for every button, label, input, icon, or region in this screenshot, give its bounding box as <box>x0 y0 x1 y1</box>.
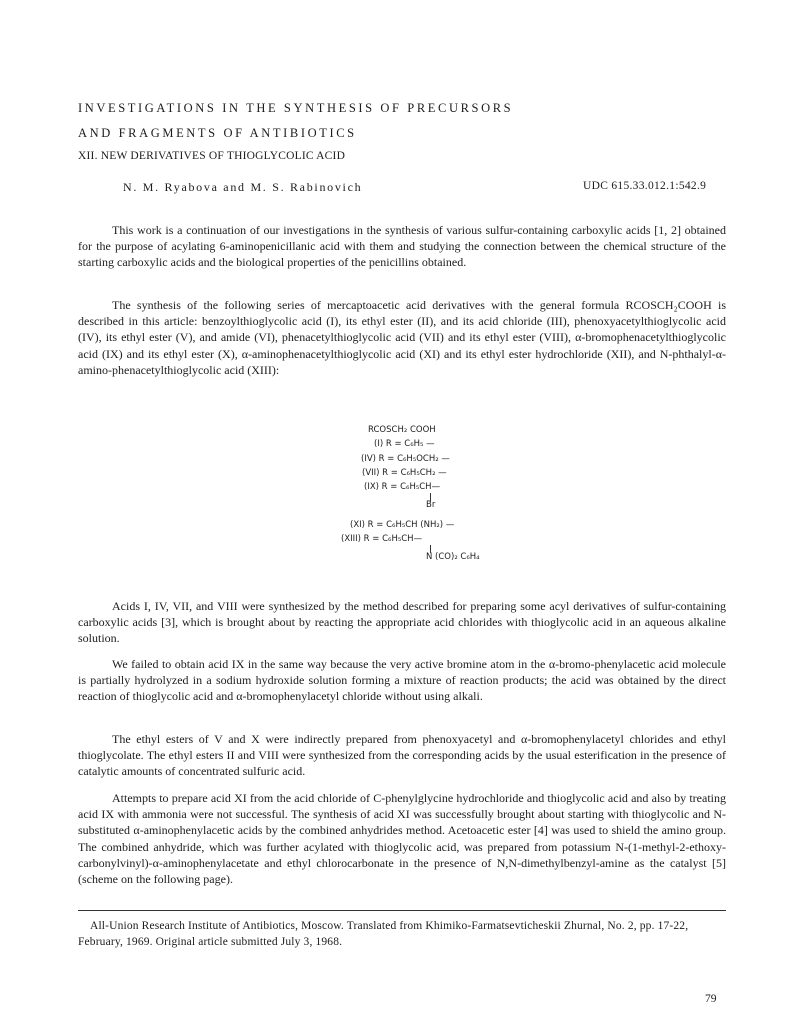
scheme-row-IV: (IV) R = C₆H₅OCH₂ — <box>361 454 450 464</box>
footnote: All-Union Research Institute of Antibiotics, Moscow. Translated from Khimiko-Farmatsevticheskii Zhurnal, No. 2, pp. 17-22, February, 1969. Original article submitted July 3, 1968. <box>78 920 689 948</box>
article-title-line-2: AND FRAGMENTS OF ANTIBIOTICS <box>78 126 357 140</box>
paragraph-5: The ethyl esters of V and X were indirectly prepared from phenoxyacetyl and α-bromophenylacetyl chlorides and ethyl thioglycolate. The ethyl esters II and VIII were synthesized from the corresponding acids by the usual esterification in the presence of catalytic amounts of concentrated sulfuric acid. <box>78 732 726 779</box>
article-subtitle: XII. NEW DERIVATIVES OF THIOGLYCOLIC ACID <box>78 150 346 162</box>
article-title-line-1: INVESTIGATIONS IN THE SYNTHESIS OF PRECURSORS <box>78 101 514 115</box>
paragraph-1: This work is a continuation of our investigations in the synthesis of various sulfur-containing carboxylic acids [1, 2] obtained for the purpose of acylating 6-aminopenicillanic acid with them and studying the connection between the chemical structure of the starting carboxylic acids and the biological properties of the penicillins obtained. <box>78 223 726 270</box>
scheme-row-VII: (VII) R = C₆H₅CH₂ — <box>362 468 447 478</box>
paragraph-4: We failed to obtain acid IX in the same way because the very active bromine atom in the α-bromo-phenylacetic acid molecule is partially hydrolyzed in a sodium hydroxide solution forming a mixture of reaction products; the acid was obtained by the direct reaction of thioglycolic acid and α-bromophenylacetyl chloride without using alkali. <box>78 657 726 704</box>
udc-code: UDC 615.33.012.1:542.9 <box>583 180 707 192</box>
footnote-divider <box>78 910 726 911</box>
chemical-formula-scheme <box>300 425 500 575</box>
scheme-row-IX: (IX) R = C₆H₅CH— <box>364 482 441 492</box>
authors: N. M. Ryabova and M. S. Rabinovich <box>123 180 363 194</box>
paragraph-6: Attempts to prepare acid XI from the acid chloride of C-phenylglycine hydrochloride and thioglycolic acid and also by treating acid IX with ammonia were not successful. The synthesis of acid XI was successfully brought about starting with thioglycolic and N-substituted α-aminophenylacetic acids by the combined anhydrides method. Acetoacetic ester [4] was used to shield the amino group. The combined anhydride, which was further acylated with thioglycolic acid, was prepared from potassium N-(1-methyl-2-ethoxy-carbonylvinyl)-α-aminophenylacetate and ethyl chlorocarbonate in the presence of N,N-dimethylbenzyl-amine as the catalyst [5] (scheme on the following page). <box>78 791 726 887</box>
scheme-general-formula: RCOSCH₂ COOH <box>368 425 436 435</box>
paragraph-2: The synthesis of the following series of mercaptoacetic acid derivatives with the general formula RCOSCH₂COOH is described in this article: benzoylthioglycolic acid (I), its ethyl ester (II), and its acid chloride (III), phenoxyacetylthioglycolic acid (IV), its ethyl ester (V), and amide (VI), phenacetylthioglycolic acid (VII) and its ethyl ester (VIII), α-bromophenacetylthioglycolic acid (IX) and its ethyl ester (X), α-aminophenacetylthioglycolic acid (XI) and its ethyl ester hydrochloride (XII), and N-phthalyl-α-amino-phenacetylthioglycolic acid (XIII): <box>78 298 726 377</box>
scheme-row-I: (I) R = C₆H₅ — <box>374 439 435 449</box>
scheme-row-IX-substituent: Br <box>426 500 436 510</box>
scheme-row-XIII-substituent: N (CO)₂ C₆H₄ <box>426 552 480 562</box>
page-number: 79 <box>705 993 717 1005</box>
scheme-row-XIII: (XIII) R = C₆H₅CH— <box>341 534 423 544</box>
scheme-row-XI: (XI) R = C₆H₅CH (NH₂) — <box>350 520 455 530</box>
paragraph-3: Acids I, IV, VII, and VIII were synthesized by the method described for preparing some acyl derivatives of sulfur-containing carboxylic acids [3], which is brought about by reacting the appropriate acid chlorides with thioglycolic acid in an aqueous alkaline solution. <box>78 599 726 646</box>
